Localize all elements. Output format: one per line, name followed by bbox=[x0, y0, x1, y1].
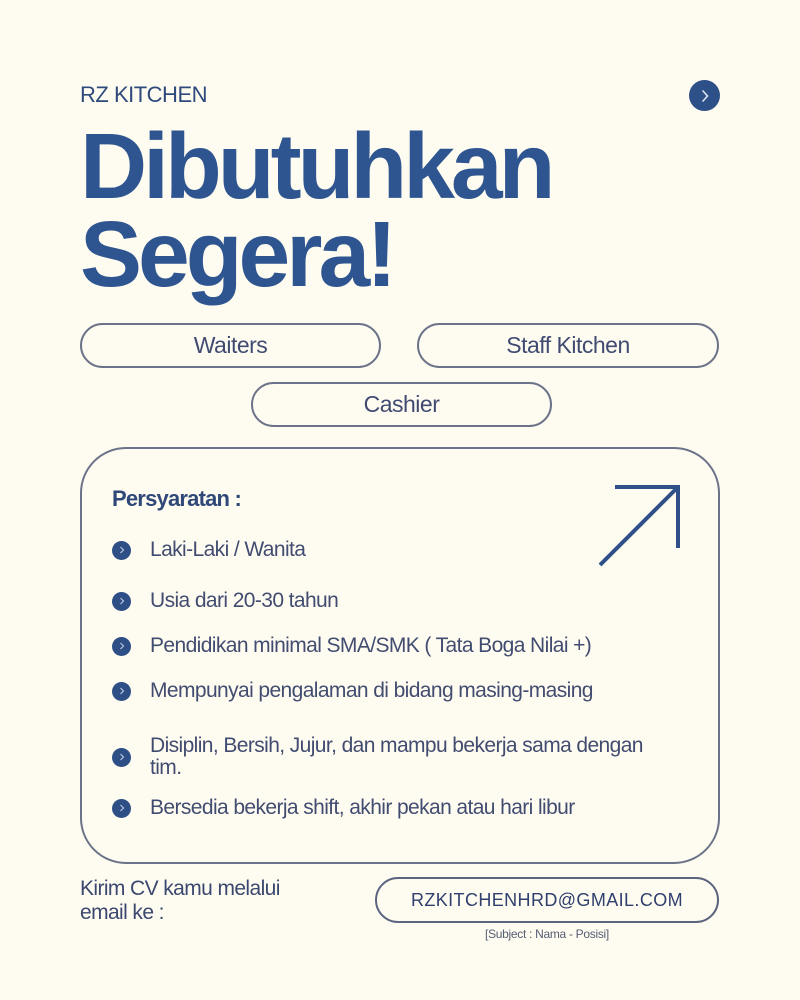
headline bbox=[80, 114, 552, 306]
email-link[interactable]: RZKITCHENHRD@GMAIL.COM bbox=[375, 877, 719, 923]
requirement-item bbox=[112, 680, 612, 702]
requirement-item bbox=[112, 797, 575, 819]
bullet-chevron-icon bbox=[112, 799, 131, 818]
bullet-chevron-icon bbox=[112, 592, 131, 611]
headline-line-1: Dibutuhkan bbox=[80, 114, 552, 218]
requirement-text: Pendidikan minimal SMA/SMK ( Tata Boga Nilai +) bbox=[150, 634, 592, 657]
subject-hint: [Subject : Nama - Posisi] bbox=[485, 927, 609, 941]
requirement-item bbox=[112, 539, 305, 561]
requirement-text: Usia dari 20-30 tahun bbox=[150, 589, 339, 612]
requirement-text: Laki-Laki / Wanita bbox=[150, 538, 306, 561]
requirement-item bbox=[112, 735, 652, 779]
position-waiters: Waiters bbox=[80, 323, 381, 368]
requirement-text: Bersedia bekerja shift, akhir pekan atau hari libur bbox=[150, 796, 575, 819]
position-staff-kitchen: Staff Kitchen bbox=[417, 323, 719, 368]
requirement-text: Mempunyai pengalaman di bidang masing-masing bbox=[150, 679, 593, 702]
bullet-chevron-icon bbox=[112, 748, 131, 767]
brand-name: RZ KITCHEN bbox=[80, 82, 207, 107]
requirement-text: Disiplin, Bersih, Jujur, dan mampu bekerja sama dengan tim. bbox=[150, 734, 643, 779]
bullet-chevron-icon bbox=[112, 637, 131, 656]
position-cashier: Cashier bbox=[251, 382, 552, 427]
bullet-chevron-icon bbox=[112, 682, 131, 701]
headline-line-2: Segera! bbox=[80, 202, 394, 306]
chevron-right-icon bbox=[699, 89, 711, 103]
bullet-chevron-icon bbox=[112, 541, 131, 560]
next-button[interactable] bbox=[689, 80, 720, 111]
arrow-up-right-icon bbox=[596, 484, 684, 568]
requirement-item bbox=[112, 590, 338, 612]
requirement-item bbox=[112, 635, 591, 657]
send-cv-prompt: Kirim CV kamu melalui email ke : bbox=[80, 877, 280, 924]
requirements-title: Persyaratan : bbox=[112, 486, 242, 511]
